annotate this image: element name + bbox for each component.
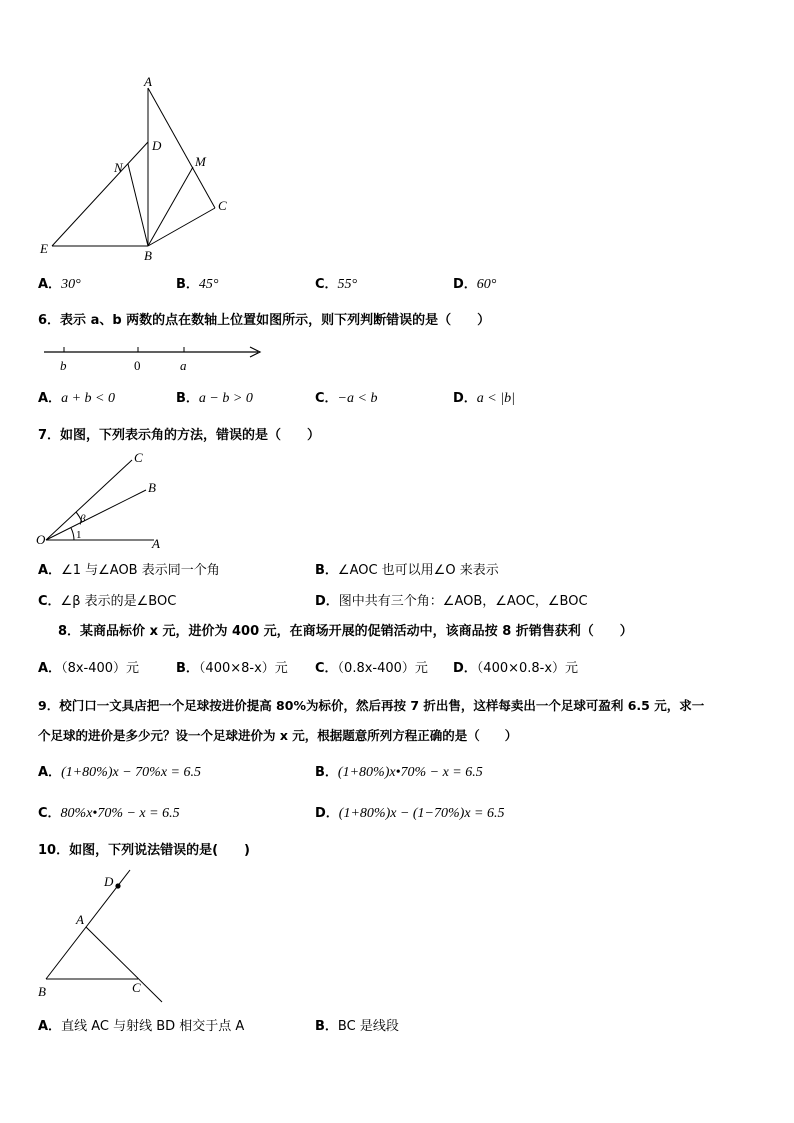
q9-option-b: B．(1+80%)x•70% − x = 6.5 <box>315 765 483 780</box>
label-A: A <box>144 74 152 89</box>
q8-option-c: C．（0.8x-400）元 <box>315 661 428 676</box>
q6-option-b: B．a − b > 0 <box>176 391 253 406</box>
q9-stem-line-2: 个足球的进价是多少元？设一个足球进价为 x 元，根据题意所列方程正确的是（ ） <box>38 728 518 743</box>
label-A: A <box>152 536 160 551</box>
q5-option-a: A．30° <box>38 277 81 292</box>
q7-option-d: D．图中共有三个角：∠AOB，∠AOC，∠BOC <box>315 594 588 609</box>
q10-option-a: A．直线 AC 与射线 BD 相交于点 A <box>38 1019 245 1034</box>
q9-option-c: C．80%x•70% − x = 6.5 <box>38 806 180 821</box>
q5-option-b: B．45° <box>176 277 219 292</box>
q7-option-a: A．∠1 与∠AOB 表示同一个角 <box>38 563 220 578</box>
q6-option-d: D．a < |b| <box>453 391 515 406</box>
label-O: O <box>36 532 46 547</box>
label-D: D <box>104 874 114 889</box>
figure-q7-angles <box>34 448 174 554</box>
q10-option-b: B．BC 是线段 <box>315 1019 399 1034</box>
q6-stem: 6．表示 a、b 两数的点在数轴上位置如图所示，则下列判断错误的是（ ） <box>38 313 491 328</box>
label-B: B <box>38 984 46 999</box>
label-C: C <box>132 980 141 995</box>
label-one: 1 <box>76 529 82 541</box>
label-C: C <box>218 198 227 213</box>
label-M: M <box>195 154 206 169</box>
q8-stem: 8．某商品标价 x 元，进价为 400 元，在商场开展的促销活动中，该商品按 8 折销售获利（ ） <box>58 624 633 639</box>
q8-option-b: B．（400×8-x）元 <box>176 661 288 676</box>
q7-stem: 7．如图，下列表示角的方法，错误的是（ ） <box>38 428 321 443</box>
axis-label-a: a <box>180 358 187 373</box>
q5-option-d: D．60° <box>453 277 497 292</box>
label-beta: β <box>80 513 86 525</box>
label-A: A <box>76 912 84 927</box>
q7-option-c: C．∠β 表示的是∠BOC <box>38 594 177 609</box>
q7-option-b: B．∠AOC 也可以用∠O 来表示 <box>315 563 499 578</box>
q10-stem: 10．如图，下列说法错误的是( ) <box>38 843 250 858</box>
q5-option-c: C．55° <box>315 277 358 292</box>
axis-label-zero: 0 <box>134 358 141 373</box>
label-E: E <box>40 241 48 256</box>
q9-option-d: D．(1+80%)x − (1−70%)x = 6.5 <box>315 806 505 821</box>
label-B: B <box>148 480 156 495</box>
q8-option-d: D．（400×0.8-x）元 <box>453 661 579 676</box>
q9-option-a: A．(1+80%)x − 70%x = 6.5 <box>38 765 201 780</box>
label-C: C <box>134 450 143 465</box>
axis-label-b: b <box>60 358 67 373</box>
figure-q5-triangle <box>30 70 250 270</box>
figure-q6-number-line <box>38 340 268 376</box>
q9-stem-line-1: 9．校门口一文具店把一个足球按进价提高 80%为标价，然后再按 7 折出售，这样每卖出一个足球可盈利 6.5 元，求一 <box>38 698 705 713</box>
figure-q10-triangle <box>32 866 182 1008</box>
label-N: N <box>114 160 123 175</box>
label-D: D <box>152 138 162 153</box>
q6-option-a: A．a + b < 0 <box>38 391 115 406</box>
q6-option-c: C．−a < b <box>315 391 378 406</box>
q8-option-a: A．（8x-400）元 <box>38 661 140 676</box>
label-B: B <box>144 248 152 263</box>
